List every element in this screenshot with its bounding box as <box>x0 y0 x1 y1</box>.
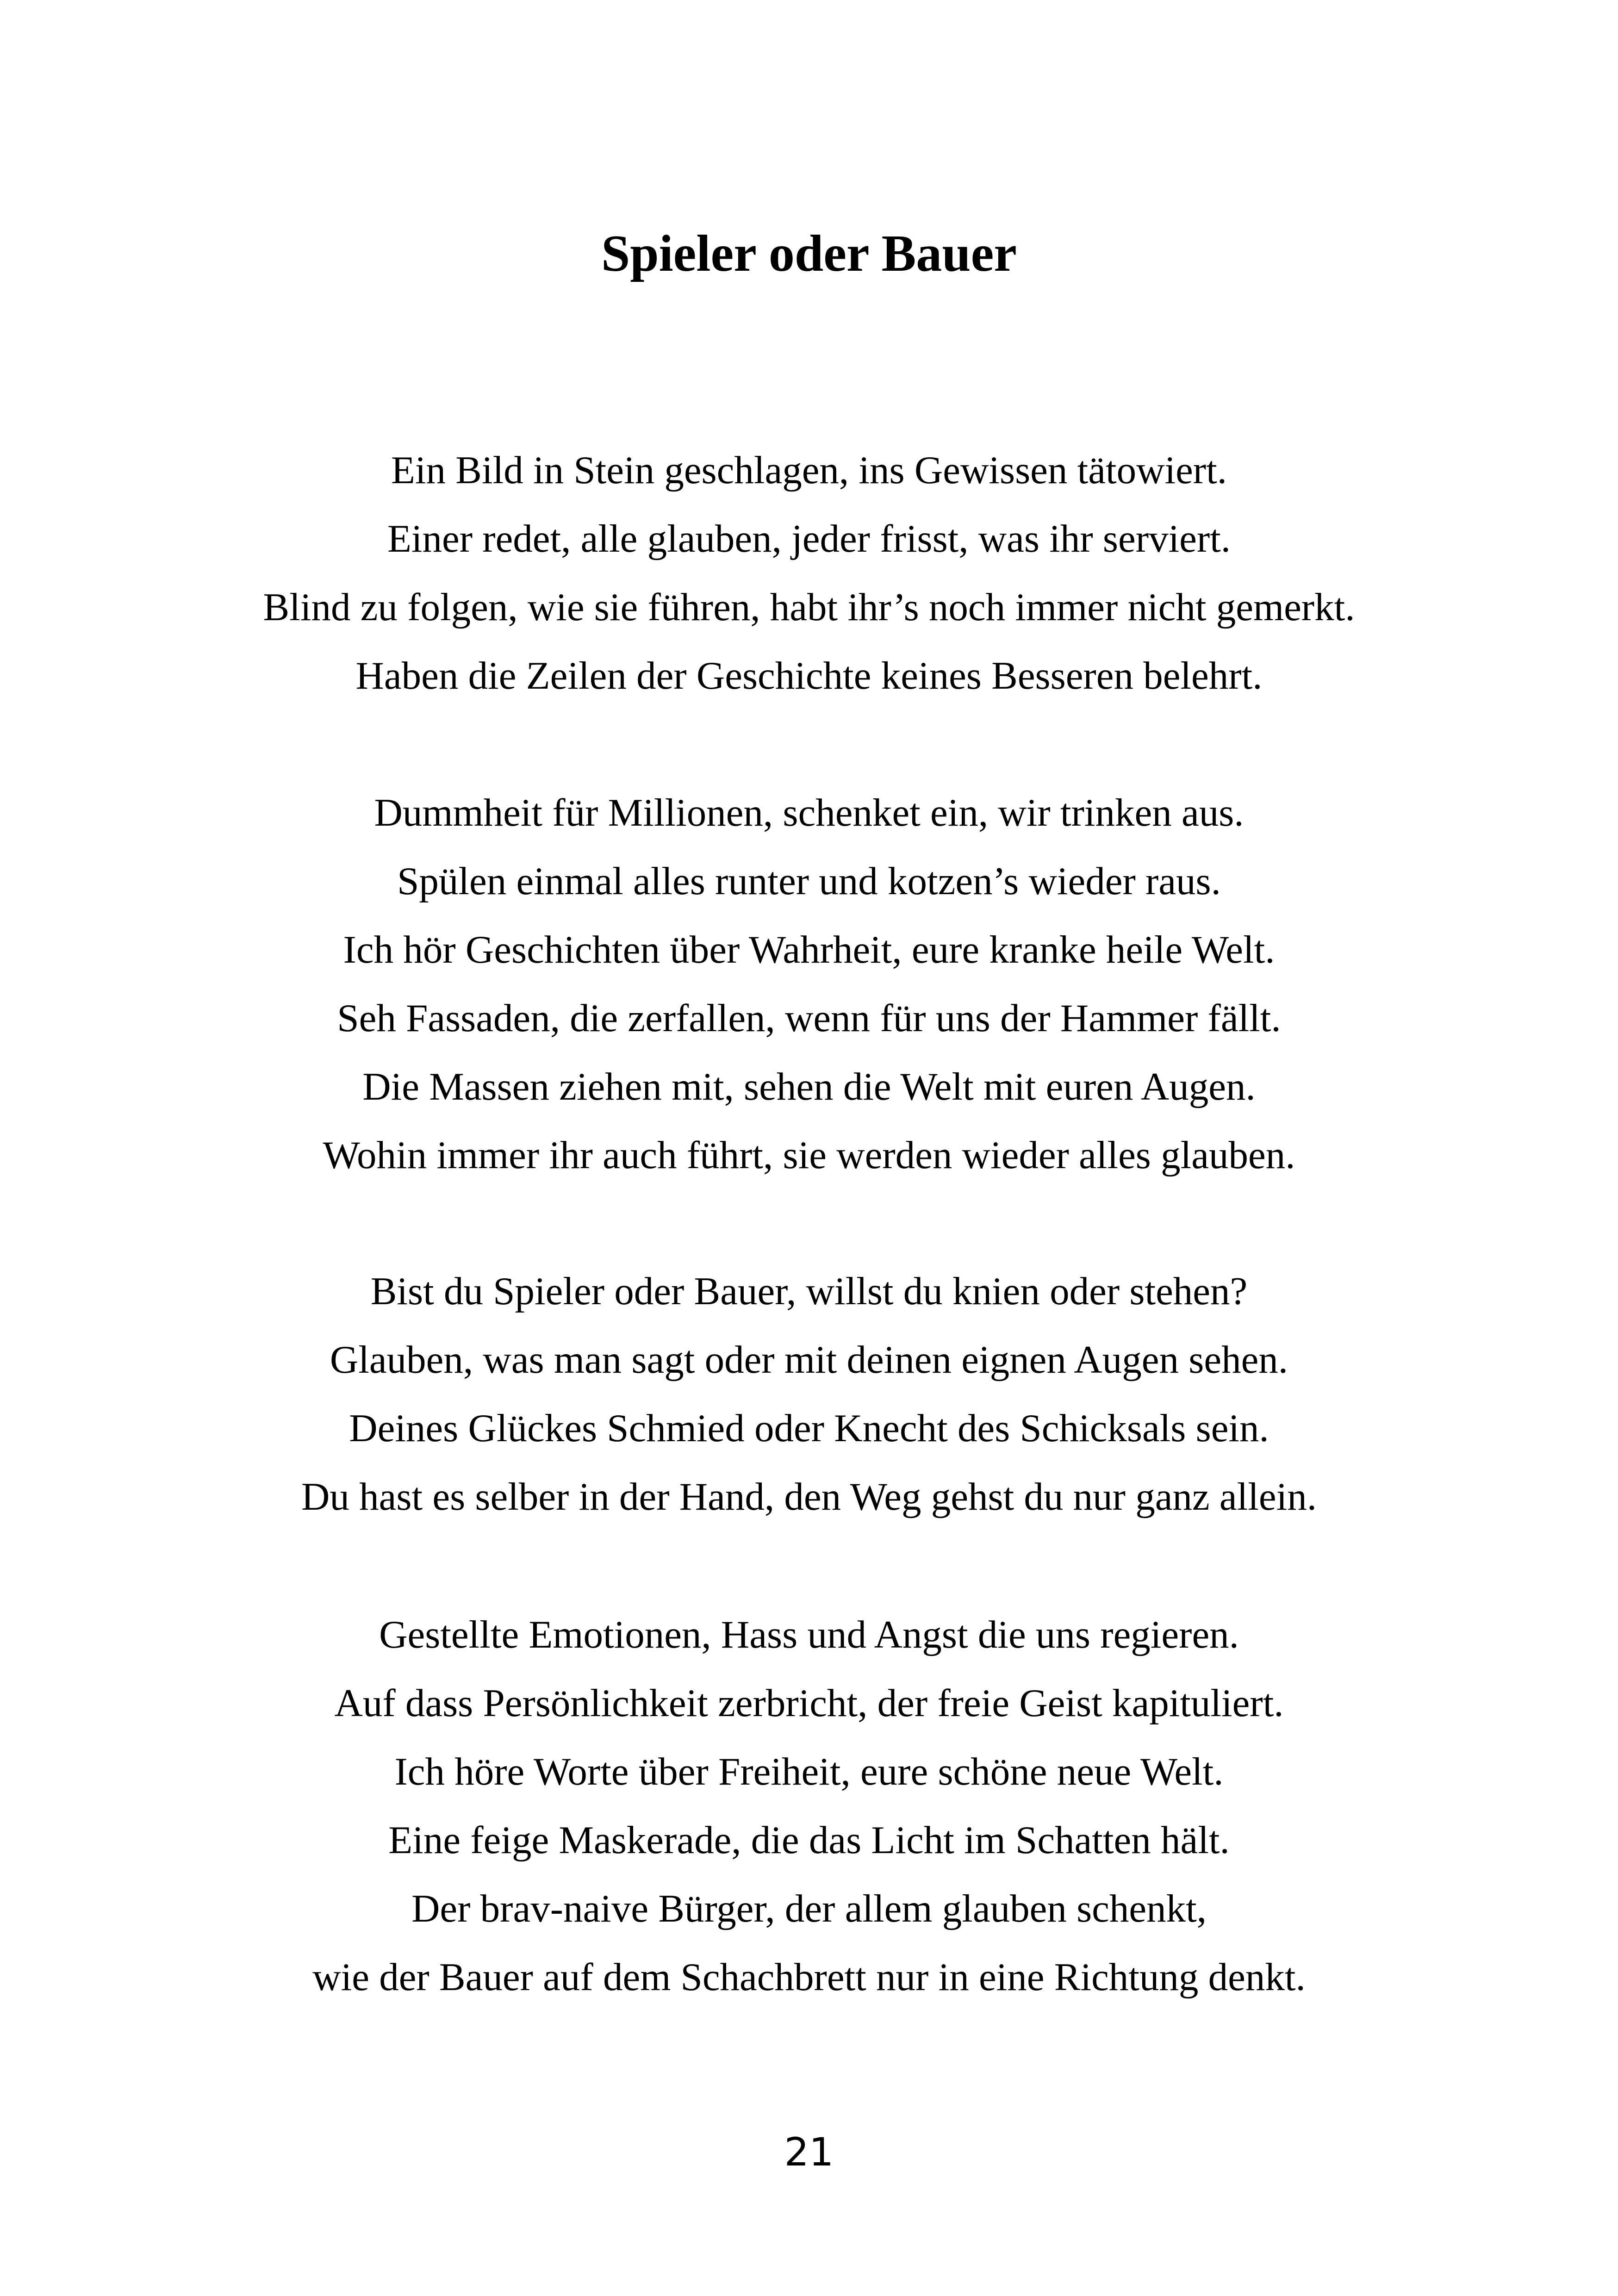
page-number: 21 <box>784 2129 834 2175</box>
poem-title: Spieler oder Bauer <box>601 225 1017 282</box>
verse-line: Ich hör Geschichten über Wahrheit, eure kranke heile Welt. <box>343 928 1275 971</box>
verse-line: Eine feige Maskerade, die das Licht im Schatten hält. <box>388 1818 1230 1862</box>
stanza-1 <box>0 436 1618 710</box>
stanza-2 <box>0 778 1618 1189</box>
verse-line: Blind zu folgen, wie sie führen, habt ihr’s noch immer nicht gemerkt. <box>263 585 1355 629</box>
verse-line: Einer redet, alle glauben, jeder frisst, was ihr serviert. <box>387 517 1231 560</box>
verse-line: Du hast es selber in der Hand, den Weg gehst du nur ganz allein. <box>301 1475 1317 1518</box>
verse-line: Seh Fassaden, die zerfallen, wenn für uns der Hammer fällt. <box>337 996 1281 1040</box>
verse-line: Deines Glückes Schmied oder Knecht des Schicksals sein. <box>349 1406 1269 1450</box>
verse-line: Auf dass Persönlichkeit zerbricht, der freie Geist kapituliert. <box>334 1681 1284 1725</box>
verse-line: Gestellte Emotionen, Hass und Angst die uns regieren. <box>379 1613 1239 1656</box>
verse-line: wie der Bauer auf dem Schachbrett nur in eine Richtung denkt. <box>312 1955 1306 1999</box>
stanza-4 <box>0 1600 1618 2011</box>
verse-line: Haben die Zeilen der Geschichte keines Besseren belehrt. <box>355 654 1263 697</box>
verse-line: Glauben, was man sagt oder mit deinen eignen Augen sehen. <box>330 1338 1288 1381</box>
verse-line: Ich höre Worte über Freiheit, eure schöne neue Welt. <box>394 1750 1224 1793</box>
verse-line: Spülen einmal alles runter und kotzen’s wieder raus. <box>397 859 1221 903</box>
verse-line: Die Massen ziehen mit, sehen die Welt mit euren Augen. <box>362 1065 1256 1108</box>
verse-line: Wohin immer ihr auch führt, sie werden wieder alles glauben. <box>323 1133 1295 1177</box>
verse-line: Dummheit für Millionen, schenket ein, wir trinken aus. <box>374 791 1244 834</box>
stanza-3 <box>0 1257 1618 1531</box>
verse-line: Bist du Spieler oder Bauer, willst du knien oder stehen? <box>370 1269 1248 1313</box>
verse-line: Ein Bild in Stein geschlagen, ins Gewissen tätowiert. <box>391 448 1227 492</box>
verse-line: Der brav-naive Bürger, der allem glauben schenkt, <box>411 1887 1207 1930</box>
